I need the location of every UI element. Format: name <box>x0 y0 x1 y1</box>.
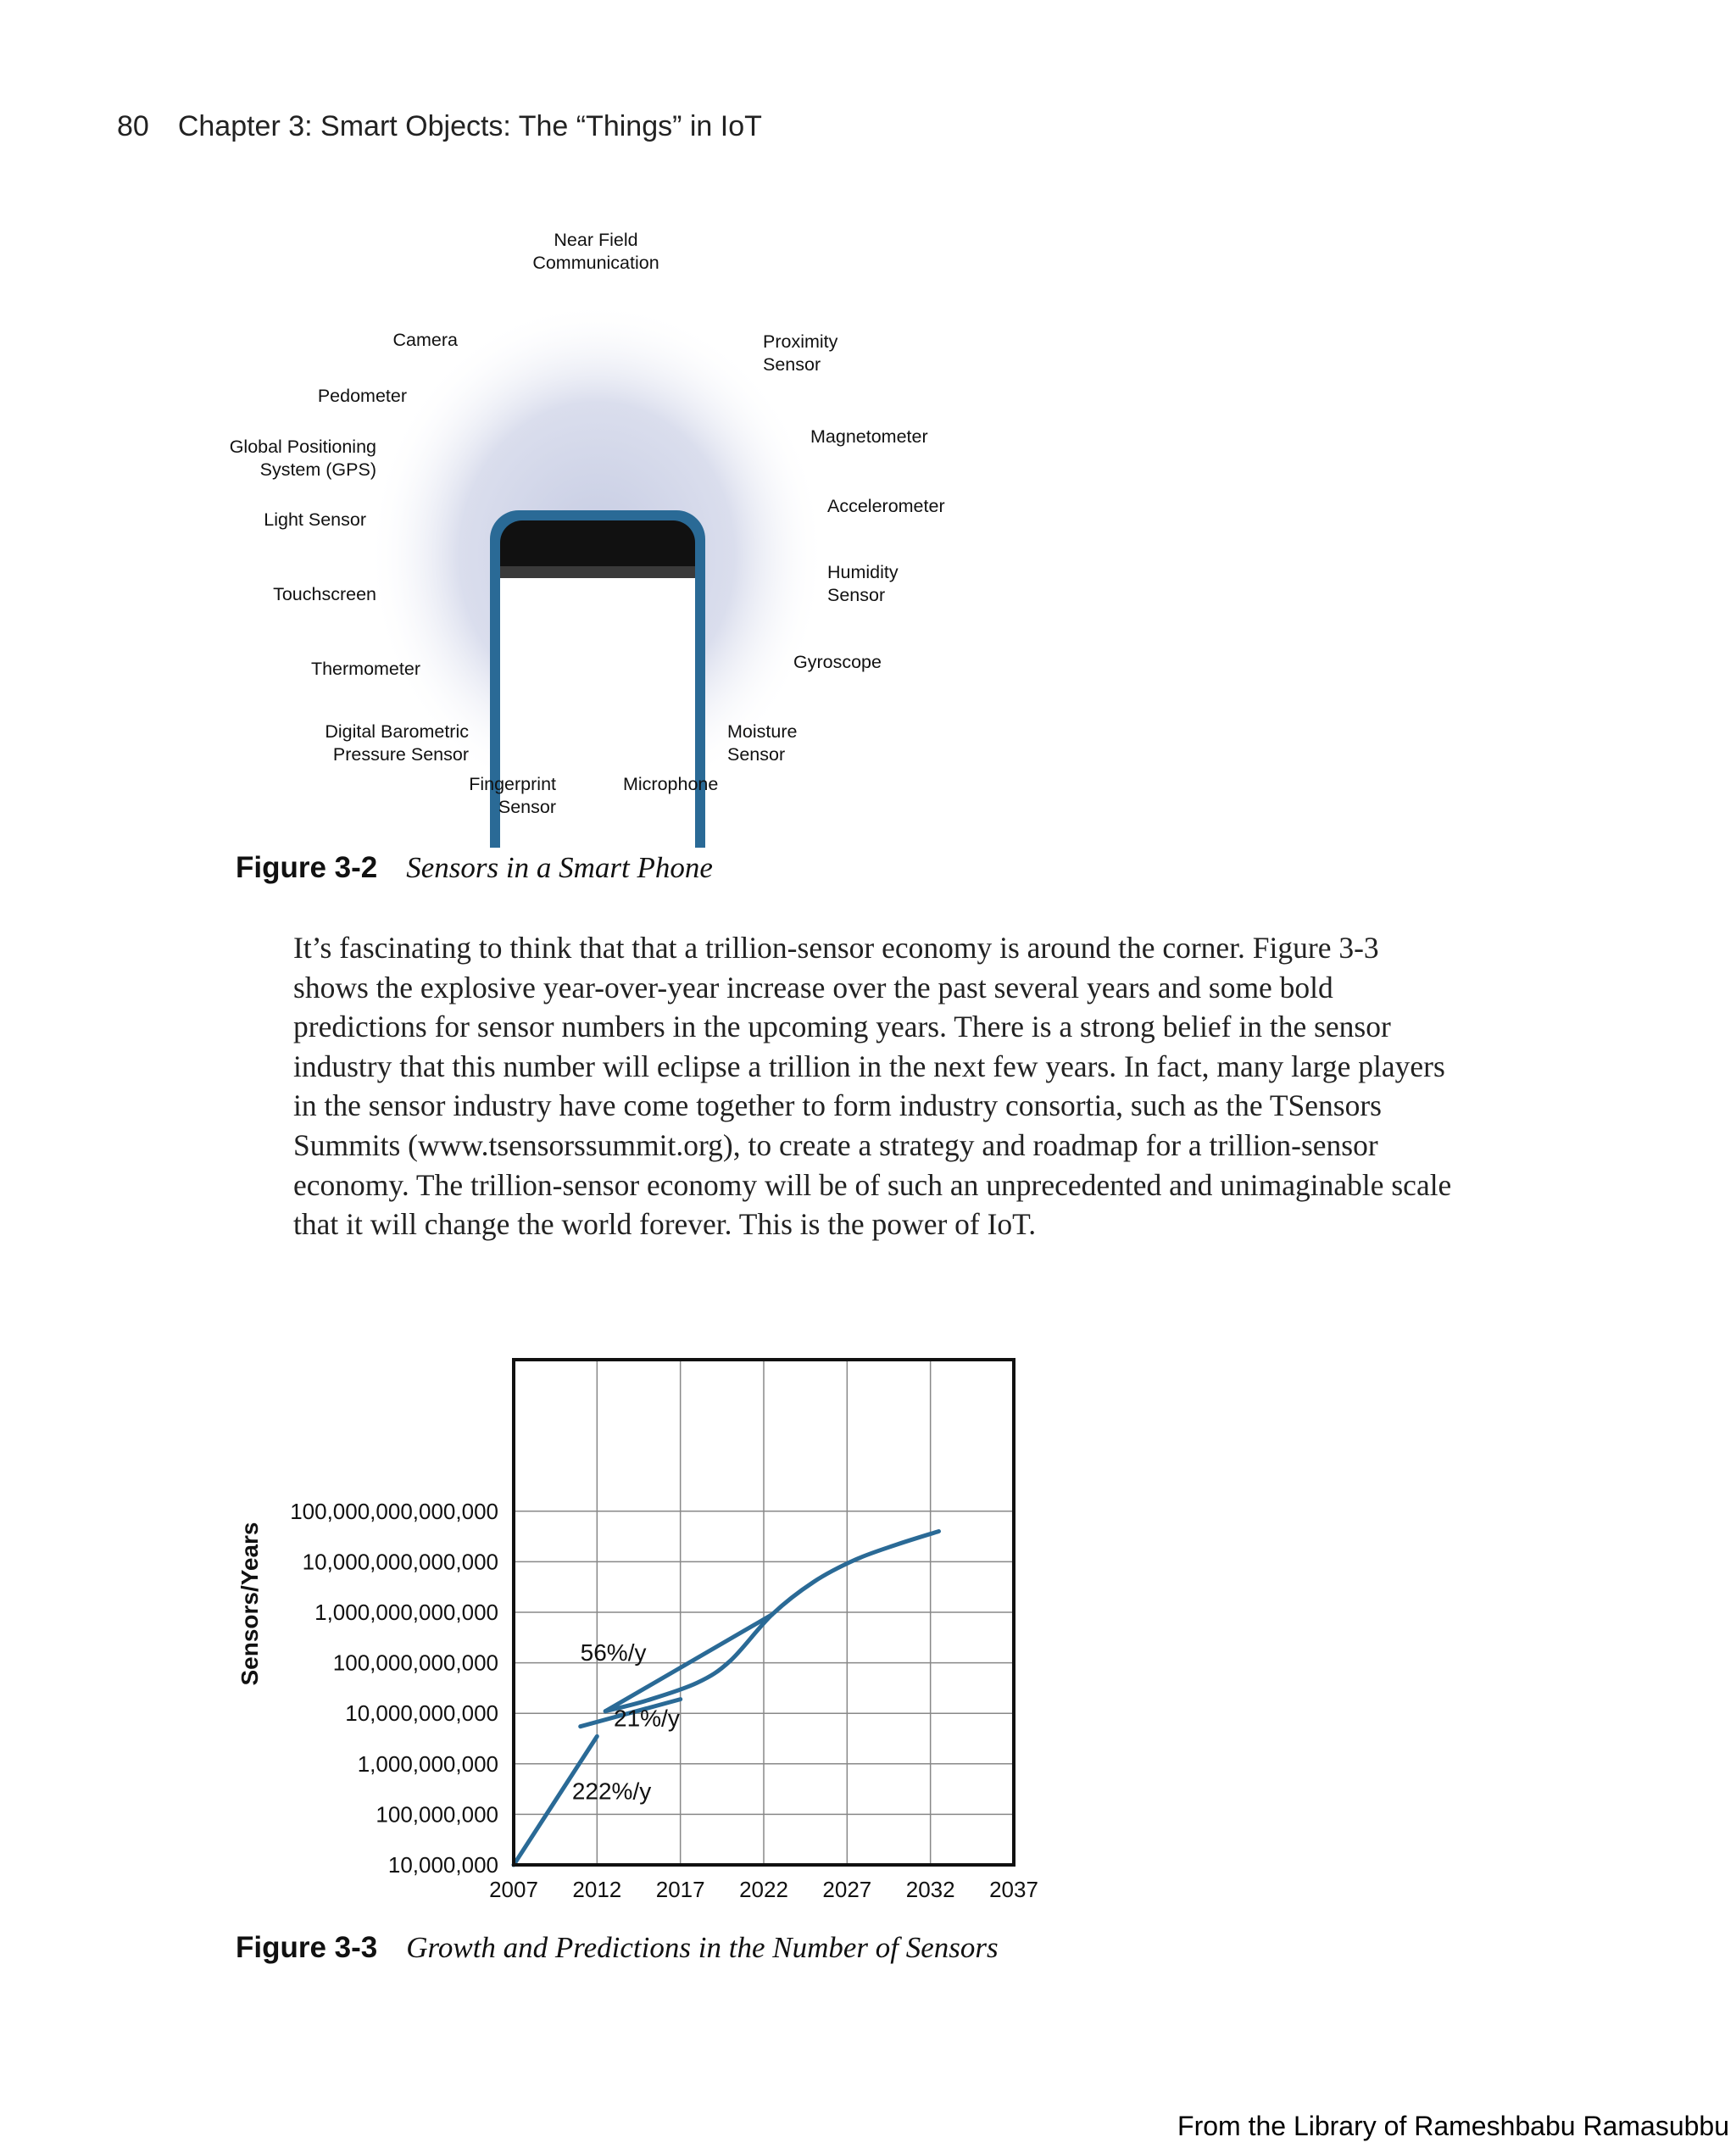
smartphone-sensors-diagram <box>0 203 1736 848</box>
sensor-label: Near Field Communication <box>532 230 659 273</box>
body-text <box>293 928 1455 1244</box>
x-tick-label: 2032 <box>905 1877 955 1902</box>
x-tick-label: 2017 <box>655 1877 705 1902</box>
x-tick-label: 2027 <box>822 1877 872 1902</box>
figure-3-2-caption <box>236 851 713 885</box>
body-paragraph: It’s fascinating to think that that a trillion-sensor economy is around the corner. Figure 3-3 shows the explosive year-over-year increase over the past several years and some bold predictions for sensor numbers in the upcoming years. There is a strong belief in the sensor industry that this number will eclipse a trillion in the next few years. In fact, many large players in the sensor industry have come together to form industry consortia, such as the TSensors Summits (www.tsensorssummit.org), to create a strategy and roadmap for a trillion-sensor economy. The trillion-sensor economy will be of such an unprecedented and unimaginable scale that it will change the world forever. This is the power of IoT. <box>293 931 1452 1242</box>
figure-label: Figure 3-3 <box>236 1931 378 1964</box>
x-tick-label: 2007 <box>489 1877 538 1902</box>
figure-label: Figure 3-2 <box>236 851 378 884</box>
growth-rate-annotation: 222%/y <box>571 1778 652 1805</box>
sensor-label: Fingerprint Sensor <box>469 774 556 817</box>
sensor-growth-chart <box>0 1322 1736 1916</box>
running-header <box>117 110 762 143</box>
sensor-label: Proximity Sensor <box>763 331 838 375</box>
figure-title: Growth and Predictions in the Number of Sensors <box>406 1931 999 1964</box>
sensor-label: Thermometer <box>310 659 420 679</box>
y-tick-label: 10,000,000,000,000 <box>302 1549 498 1575</box>
y-tick-label: 10,000,000,000 <box>345 1700 498 1727</box>
sensor-label: Digital Barometric Pressure Sensor <box>325 721 469 765</box>
x-tick-label: 2012 <box>572 1877 622 1902</box>
x-tick-label: 2037 <box>989 1877 1038 1902</box>
growth-rate-annotation: 21%/y <box>614 1705 680 1732</box>
x-tick-label: 2022 <box>739 1877 788 1902</box>
y-tick-label: 1,000,000,000,000 <box>314 1600 498 1625</box>
sensor-label: Touchscreen <box>273 584 376 604</box>
sensor-label: Gyroscope <box>793 652 882 672</box>
sensor-label: Camera <box>392 330 458 350</box>
sensor-label: Accelerometer <box>827 496 945 516</box>
figure-title: Sensors in a Smart Phone <box>406 851 713 884</box>
y-tick-label: 100,000,000,000,000 <box>290 1498 498 1524</box>
sensor-label: Humidity Sensor <box>827 562 899 605</box>
figure-3-3-caption <box>236 1931 999 1965</box>
y-tick-label: 100,000,000,000 <box>332 1650 498 1676</box>
y-tick-label: 100,000,000 <box>376 1801 498 1828</box>
sensor-label: Light Sensor <box>264 509 366 530</box>
sensor-label: Pedometer <box>317 386 407 406</box>
y-tick-label: 10,000,000 <box>387 1852 498 1878</box>
sensor-label: Microphone <box>623 774 719 794</box>
y-axis-label: Sensors/Years <box>236 1522 263 1686</box>
sensor-label: Magnetometer <box>810 426 928 447</box>
chapter-title: Chapter 3: Smart Objects: The “Things” in IoT <box>177 110 762 142</box>
growth-rate-annotation: 56%/y <box>580 1639 647 1667</box>
sensor-label: Moisture Sensor <box>727 721 798 765</box>
sensor-label: Global Positioning System (GPS) <box>229 437 376 480</box>
y-tick-label: 1,000,000,000 <box>357 1750 498 1777</box>
page-number: 80 <box>117 110 149 142</box>
library-footer-note: From the Library of Rameshbabu Ramasubbu <box>1177 2111 1729 2141</box>
